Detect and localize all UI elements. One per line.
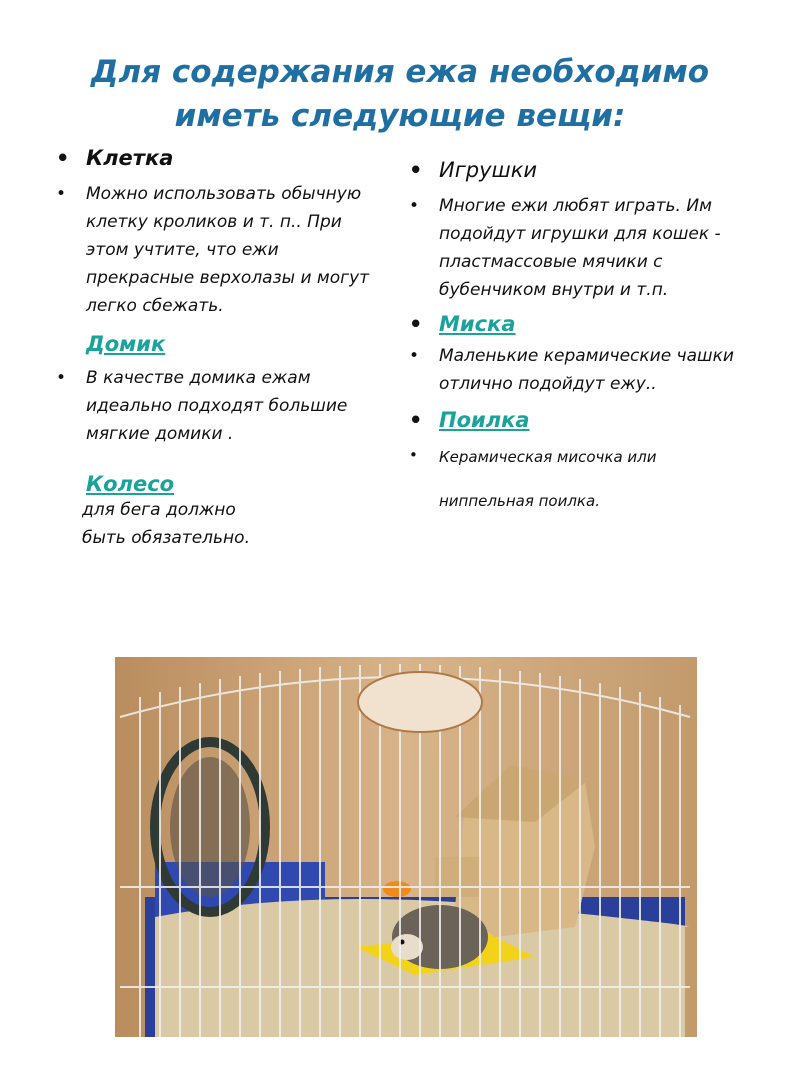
hedgehog-cage-photo [115, 657, 697, 1037]
wheel-text-1: для бега должно [82, 500, 236, 520]
list-item-house-text [52, 364, 382, 448]
bullet-icon: • [409, 446, 418, 464]
photo-drawing [115, 657, 697, 1037]
toys-text: Многие ежи любят играть. Им подойдут игрушки для кошек - пластмассовые мячики с бубенчиком внутри и т.п. [439, 196, 721, 300]
bullet-icon: • [56, 146, 70, 170]
leaf-toy [358, 672, 482, 732]
bullet-icon: • [409, 312, 423, 336]
list-item-wheel [52, 472, 382, 496]
bullet-icon: • [56, 184, 67, 204]
cage-header: Клетка [86, 146, 174, 170]
bowl-link[interactable]: Миска [439, 312, 516, 336]
list-item-cage-text [52, 180, 382, 320]
list-item-toys [405, 158, 740, 182]
list-item-house [52, 332, 382, 356]
list-item-bowl [405, 312, 740, 336]
bullet-icon: • [409, 158, 423, 182]
bullet-icon: • [409, 196, 420, 216]
right-column [405, 158, 740, 512]
bullet-icon: • [409, 346, 420, 366]
left-column [52, 146, 382, 552]
drinker-link[interactable]: Поилка [439, 408, 530, 432]
list-item-bowl-text [405, 342, 740, 398]
drinker-text-2: ниппельная поилка. [439, 492, 600, 510]
wheel-link[interactable]: Колесо [86, 472, 175, 496]
title-line-2: иметь следующие вещи: [174, 98, 626, 134]
house-link[interactable]: Домик [86, 332, 166, 356]
house-text: В качестве домика ежам идеально подходят большие мягкие домики . [86, 368, 348, 444]
drinker-text-1: Керамическая мисочка или [439, 448, 657, 466]
title-line-1: Для содержания ежа необходимо [90, 54, 710, 90]
bowl-text: Маленькие керамические чашки отлично подойдут ежу.. [439, 346, 734, 394]
bullet-icon: • [409, 408, 423, 432]
wheel-text-2: быть обязательно. [82, 528, 250, 548]
list-item-cage [52, 146, 382, 170]
page-title [0, 50, 800, 138]
toys-header: Игрушки [439, 158, 538, 182]
list-item-toys-text [405, 192, 740, 304]
orange-bowl [383, 881, 411, 897]
bullet-icon: • [56, 368, 67, 388]
cage-text: Можно использовать обычную клетку кроликов и т. п.. При этом учтите, что ежи прекрасные верхолазы и могут легко сбежать. [86, 184, 370, 316]
list-item-drinker-text [405, 446, 740, 512]
list-item-drinker [405, 408, 740, 432]
